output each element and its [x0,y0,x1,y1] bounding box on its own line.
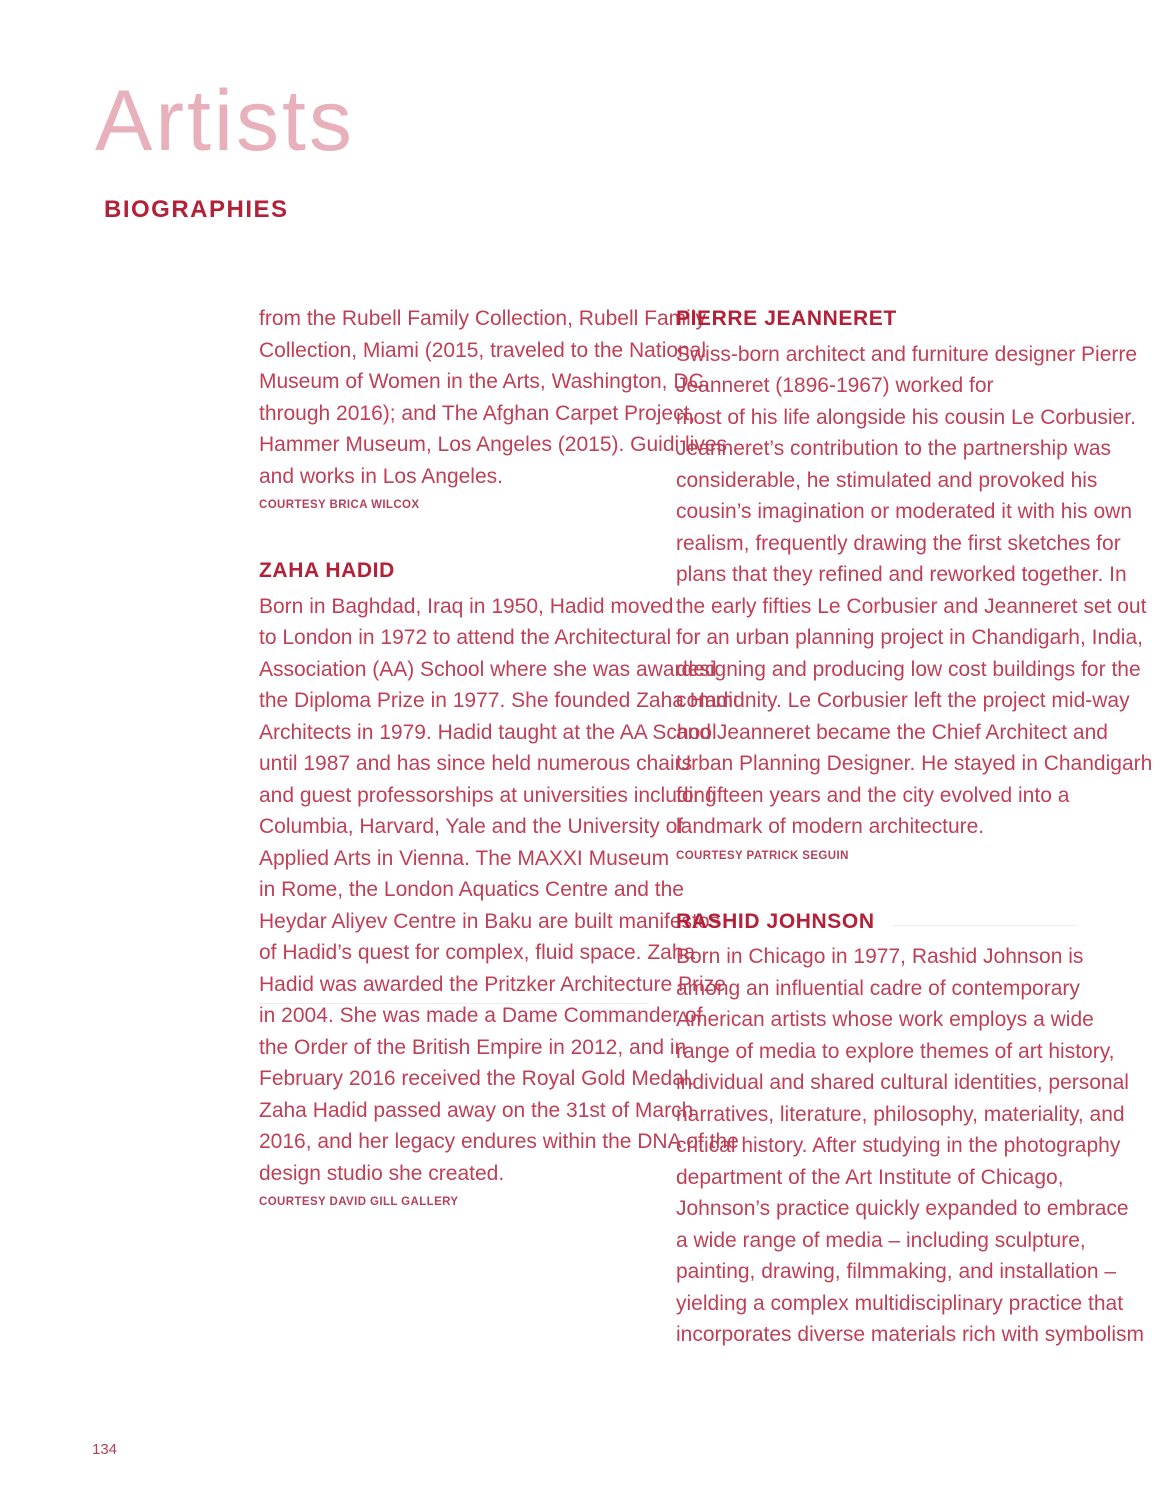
bio-text-line: Jeanneret (1896-1967) worked for [676,374,994,397]
bio-text-line: to London in 1972 to attend the Architectural [259,626,672,649]
bio-text-line: range of media to explore themes of art history, [676,1039,1115,1063]
bio-block [676,906,1144,1351]
bio-text-line: Swiss-born architect and furniture designer Pierre [676,342,1138,366]
bio-text-line: from the Rubell Family Collection, Rubell Family [259,307,706,330]
bio-text-line: Hadid was awarded the Pritzker Architecture Prize [259,972,726,996]
bio-text-line: American artists whose work employs a wide [676,1008,1094,1031]
bio-text-line: most of his life alongside his cousin Le Corbusier. [676,405,1136,429]
bio-text-line: the Order of the British Empire in 2012, and in [259,1035,687,1059]
bio-text-line: Architects in 1979. Hadid taught at the AA School [259,720,717,744]
bio-text-line: narratives, literature, philosophy, materiality, and [676,1102,1125,1126]
bio-text-line: and works in Los Angeles. [259,464,503,488]
bio-text-line: until 1987 and has since held numerous chairs [259,752,693,775]
bio-text-line: and guest professorships at universities including [259,783,717,807]
bio-text-line: of Hadid’s quest for complex, fluid space. Zaha [259,941,696,964]
bio-block [259,303,728,513]
bio-text-line: individual and shared cultural identities, personal [676,1071,1129,1094]
bio-block [676,303,1153,864]
bio-text-line: painting, drawing, filmmaking, and installation – [676,1260,1117,1283]
left-column [259,303,745,1252]
bio-text-line: Johnson’s practice quickly expanded to embrace [676,1197,1129,1220]
artist-name-heading: PIERRE JEANNERET [676,307,897,330]
bio-text-line: Applied Arts in Vienna. The MAXXI Museum [259,846,670,870]
bio-text-line: realism, frequently drawing the first sketches for [676,531,1121,555]
bio-text-line: Jeanneret’s contribution to the partnership was [676,437,1112,460]
bio-text-line: for fifteen years and the city evolved into a [676,783,1070,807]
faint-rule-line [259,1003,649,1004]
bio-text-line: cousin’s imagination or moderated it with his own [676,500,1133,523]
page-title: Artists [95,73,355,169]
page-subtitle: BIOGRAPHIES [104,196,289,223]
bio-text-line: Association (AA) School where she was awarded [259,657,717,681]
bio-text-line: Columbia, Harvard, Yale and the University of [259,815,684,838]
bio-text-line: the Diploma Prize in 1977. She founded Zaha Hadid [259,689,745,712]
bio-text-line: incorporates diverse materials rich with symbolism [676,1323,1144,1346]
bio-text-line: a wide range of media – including sculpture, [676,1228,1086,1252]
artist-name-heading: RASHID JOHNSON [676,909,875,933]
bio-text-line: through 2016); and The Afghan Carpet Project, [259,401,696,425]
bio-text-line: department of the Art Institute of Chicago, [676,1165,1064,1189]
courtesy-credit: COURTESY DAVID GILL GALLERY [259,1196,459,1208]
bio-text-line: plans that they refined and reworked together. In [676,563,1127,586]
bio-text-line: critical history. After studying in the photography [676,1134,1121,1157]
bio-text-line: in 2004. She was made a Dame Commander of [259,1004,703,1027]
bio-text-line: Museum of Women in the Arts, Washington, DC, [259,370,710,393]
bio-text-line: among an influential cadre of contemporary [676,976,1080,1000]
faint-rule-line [893,925,1077,926]
bio-text-line: yielding a complex multidisciplinary practice that [676,1291,1124,1315]
bio-text-line: Born in Baghdad, Iraq in 1950, Hadid moved [259,594,674,618]
courtesy-credit: COURTESY BRICA WILCOX [259,499,420,511]
bio-text-line: Heydar Aliyev Centre in Baku are built manifestos [259,909,721,933]
bio-text-line: Hammer Museum, Los Angeles (2015). Guidi lives [259,433,728,456]
bio-text-line: for an urban planning project in Chandigarh, India, [676,626,1143,649]
courtesy-credit: COURTESY PATRICK SEGUIN [676,849,849,862]
bio-text-line: and Jeanneret became the Chief Architect and [676,720,1108,744]
bio-text-line: the early fifties Le Corbusier and Jeanneret set out [676,594,1147,618]
bio-text-line: February 2016 received the Royal Gold Medal. [259,1067,695,1090]
right-column [676,303,1153,1393]
page-number: 134 [92,1441,118,1458]
bio-text-line: Born in Chicago in 1977, Rashid Johnson is [676,945,1084,968]
bio-text-line: designing and producing low cost buildings for the [676,657,1141,681]
artist-name-heading: ZAHA HADID [259,559,395,582]
bio-text-line: community. Le Corbusier left the project mid-way [676,689,1130,712]
bio-text-line: Collection, Miami (2015, traveled to the National [259,338,707,362]
bio-text-line: design studio she created. [259,1161,505,1185]
bio-block [259,555,745,1210]
bio-text-line: considerable, he stimulated and provoked his [676,468,1098,492]
bio-text-line: Zaha Hadid passed away on the 31st of March [259,1098,694,1122]
bio-text-line: landmark of modern architecture. [676,815,985,838]
bio-text-line: 2016, and her legacy endures within the DNA of the [259,1130,739,1153]
bio-text-line: in Rome, the London Aquatics Centre and the [259,878,684,901]
bio-text-line: Urban Planning Designer. He stayed in Chandigarh [676,752,1153,775]
